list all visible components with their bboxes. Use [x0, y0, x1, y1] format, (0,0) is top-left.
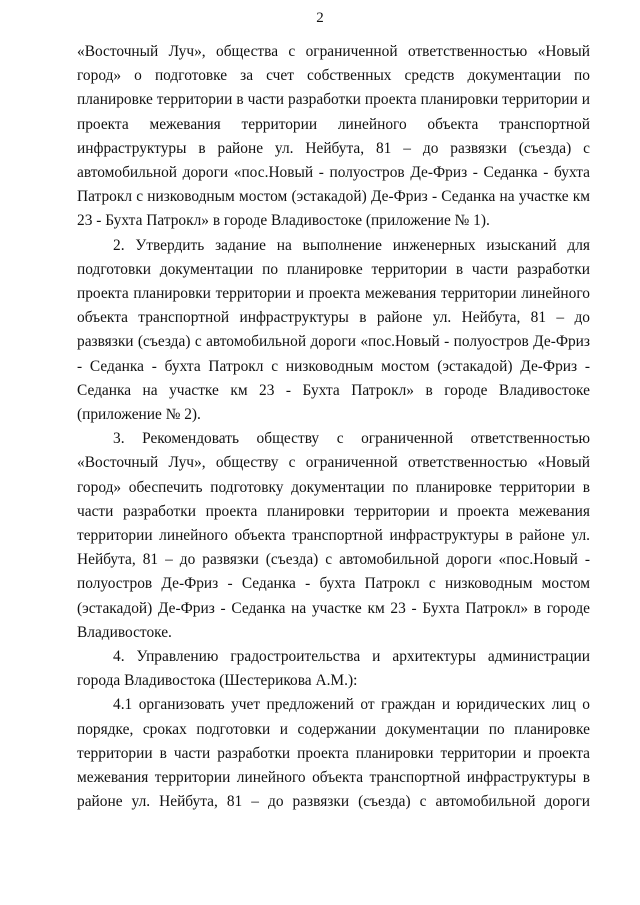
paragraph-continuation: «Восточный Луч», общества с ограниченной ответственностью «Новый город» о подготовке за счет собственных средств документации по планировке территории в части разработки проекта планировки территории и проекта межевания территории линейного объекта транспортной инфраструктуры в районе ул. Нейбута, 81 – до развязки (съезда) с автомобильной дороги «пос.Новый - полуостров Де-Фриз - Седанка - бухта Патрокл с низководным мостом (эстакадой) Де-Фриз - Седанка на участке км 23 - Бухта Патрокл» в городе Владивостоке (приложение № 1).: [77, 43, 590, 230]
paragraph-item-2: 2. Утвердить задание на выполнение инженерных изысканий для подготовки документации по планировке территории в части разработки проекта планировки территории и проекта межевания территории линейного объекта транспортной инфраструктуры в районе ул. Нейбута, 81 – до развязки (съезда) с автомобильной дороги «пос.Новый - полуостров Де-Фриз - Седанка - бухта Патрокл с низководным мостом (эстакадой) Де-Фриз - Седанка на участке км 23 - Бухта Патрокл» в городе Владивостоке (приложение № 2).: [77, 236, 590, 424]
page-number: 2: [316, 10, 324, 26]
paragraph-item-3: 3. Рекомендовать обществу с ограниченной ответственностью «Восточный Луч», обществу с ограниченной ответственностью «Новый город» обеспечить подготовку документации по планировке территории в части разработки проекта планировки территории и проекта межевания территории линейного объекта транспортной инфраструктуры в районе ул. Нейбута, 81 – до развязки (съезда) с автомобильной дороги «пос.Новый - полуостров Де-Фриз - Седанка - бухта Патрокл с низководным мостом (эстакадой) Де-Фриз - Седанка на участке км 23 - Бухта Патрокл» в городе Владивостоке.: [77, 430, 590, 641]
document-body: [77, 40, 590, 815]
paragraph-item-4: 4. Управлению градостроительства и архитектуры администрации города Владивостока (Шестерикова А.М.):: [77, 648, 590, 690]
paragraph-item-4-1: 4.1 организовать учет предложений от граждан и юридических лиц о порядке, сроках подготовки и содержании документации по планировке территории в части разработки проекта планировки территории и проекта межевания территории линейного объекта транспортной инфраструктуры в районе ул. Нейбута, 81 – до развязки (съезда) с автомобильной дороги: [77, 696, 590, 811]
